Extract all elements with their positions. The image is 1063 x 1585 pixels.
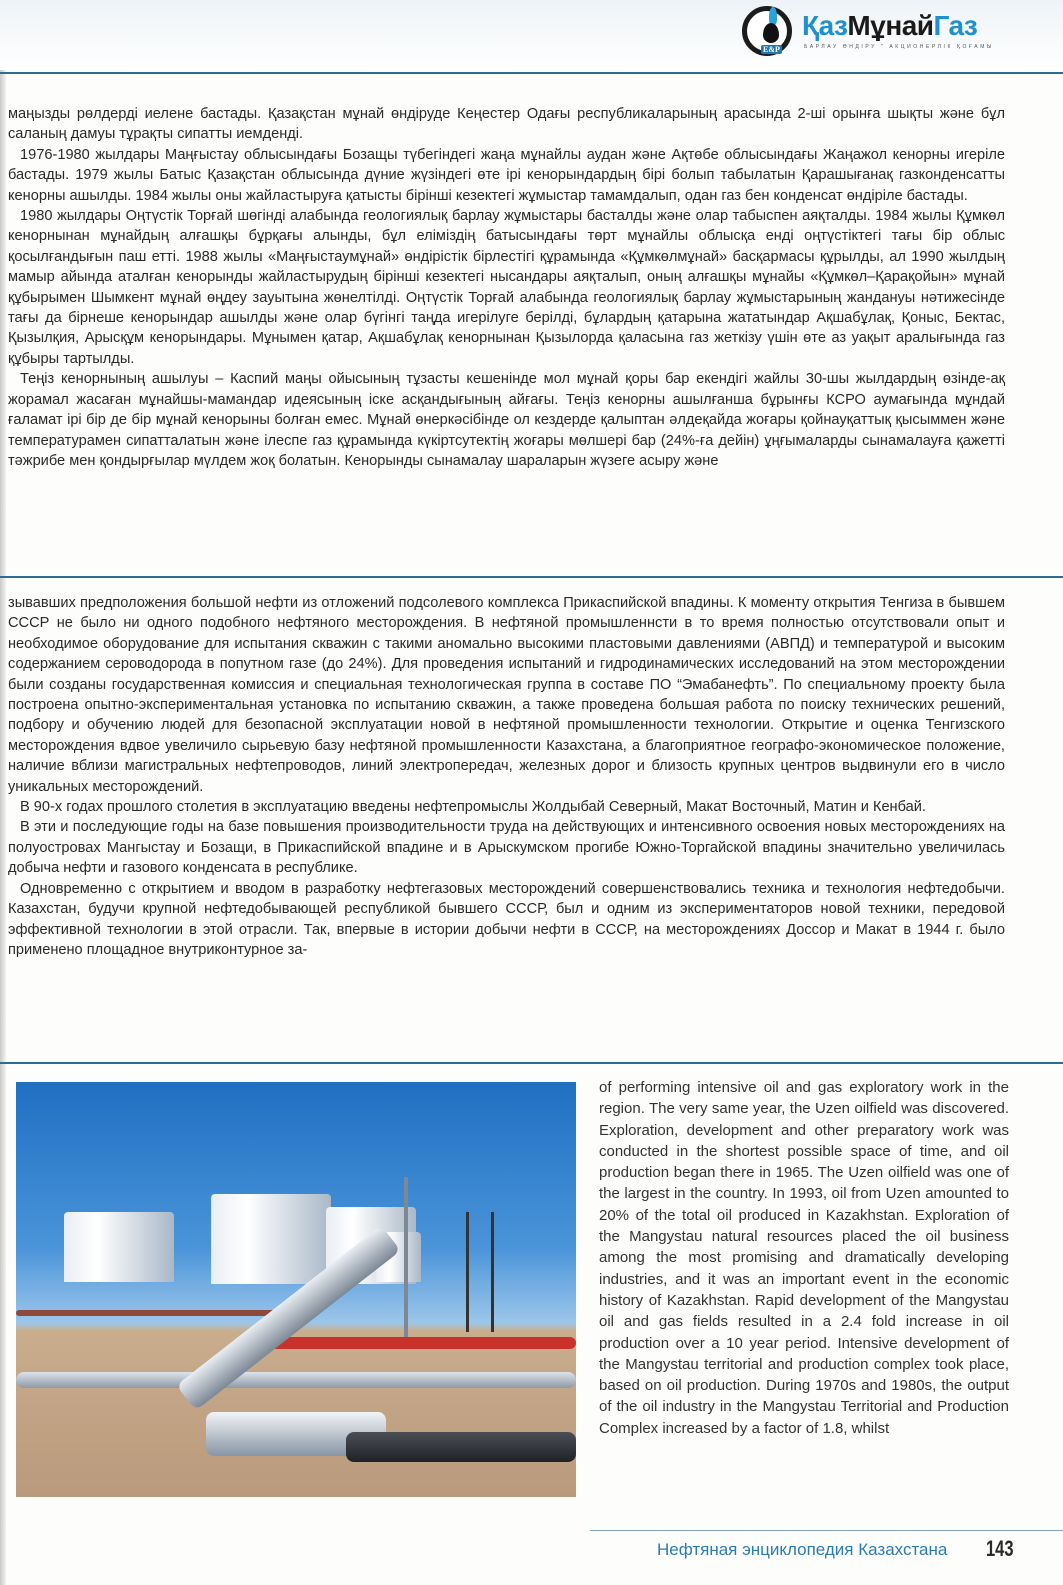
logo-tagline: БАРЛАУ ӨНДІРУ " АКЦИОНЕРЛІК ҚОҒАМЫ [804,44,994,50]
page-gutter-shadow [0,0,6,1585]
english-text-column: of performing intensive oil and gas exploratory work in the region. The very same year, the Uzen oilfield was discovered. Exploration, development and other preparatory work was conducted in the shortest possible space of time, and oil production began there in 1965. The Uzen oilfield was one of the largest in the country. In 1993, oil from Uzen amounted to 20% of the total oil produced in Kazakhstan. Exploration of the Mangystau natural resources placed the oil business among the most promising and dramatically developing industries, and it was an important event in the economic history of Kazakhstan. Rapid development of the Mangystau oil and gas fields resulted in a 2.4 fold increase in oil production over a 10 year period. Intensive development of the Mangystau territorial and production complex took place, based on oil production. During 1970s and 1980s, the output of the oil industry in the Mangystau Territorial and Production Complex increased by a factor of 1.8, whilst [599,1079,1009,1437]
storage-tank [211,1194,331,1284]
storage-tank [64,1212,174,1282]
logo-word-part: Мұнай [847,10,934,41]
kazmunaigaz-logo [742,4,1032,64]
footer-book-title: Нефтяная энциклопедия Казахстана [657,1540,948,1559]
page-number: 143 [986,1536,1014,1561]
section-divider [0,1062,1063,1064]
kazakh-text-section [8,104,1005,471]
oil-drop-icon [763,23,779,43]
oil-facility-photo [16,1082,576,1497]
paragraph: 1976-1980 жылдары Маңғыстау облысындағы Бозащы түбегіндегі жаңа мұнайлы аудан және Ақтөбе облысындағы Жаңажол кенорны игеріле бастады. 1979 жылы Батыс Қазақстан облысында дүние жүзіндегі өте ірі кенорындардың бірі болып табылатын Қарашығанақ газконденсатты кенорны ашылды. 1984 жылы оны жайластыруға қатысты бірінші кезектегі жұмыстар тамамдалып, одан газ бен конденсат өндіріле бастады. [8,146,1005,204]
header-divider [0,72,1063,74]
russian-text-section [8,593,1005,960]
footer-divider [590,1530,1063,1531]
dark-pipe [346,1432,576,1462]
paragraph: Одновременно с открытием и вводом в разработку нефтегазовых месторождений совершенствовались техника и технология нефтедобычи. Казахстан, будучи крупной нефтедобывающей республикой бывшего СССР, был и одним из экспериментаторов новой техники, передовой эффективной технологии в этой отрасли. Так, впервые в истории добычи нефти в СССР, на месторождениях Доссор и Макат в 1944 г. было применено площадное внутриконтурное за- [8,880,1005,958]
paragraph: В эти и последующие годы на базе повышения производительности труда на действующих и интенсивного освоения новых месторождениях на полуостровах Мангыстау и Бозащи, в Прикаспийской впадине и в Арыскумском прогибе Южно-Торгайской впадины значительно увеличилась добыча нефти и газового конденсата в республике. [8,819,1005,877]
paragraph: маңызды рөлдерді иелене бастады. Қазақстан мұнай өндіруде Кеңестер Одағы республикаларының арасында 2-ші орынға шықты және бұл саланың дамуы тұрақты сипатты иемденді. [8,106,1005,143]
section-divider [0,576,1063,578]
silver-pipe [16,1372,576,1388]
logo-ring-icon [742,6,792,56]
red-pipe [246,1337,576,1349]
lattice-tower [466,1212,494,1332]
logo-badge: E&P [763,45,780,54]
logo-wordmark [802,10,977,42]
logo-word-part: Газ [933,10,978,41]
paragraph: Теңіз кенорнының ашылуы – Каспий маңы ойысының тұзасты кешенінде мол мұнай қоры бар екендігі жайлы 30-шы жылдардың өзінде-ақ жорамал жасаған мұнайшы-мамандар идеясының іске асқандығының айғағы. Теңіз кенорны ашылғанша бұрынғы КСРО аумағында мұндай ғаламат ірі бір де бір мұнай кенорыны болған емес. Мұнай өнеркәсібінде ол кездерде қалыптан әлдеқайда жоғары қойнауқаттық қысыммен және температурамен сипатталатын және ілеспе газ құрамында күкіртсутектің жоғары мөлшері бар (24%-ға дейін) ұңғымаларды сынамалауға қажетті тәжрибе мен қондырғылар мүлдем жоқ болатын. Кенорынды сынамалау шараларын жүзеге асыру және [8,371,1005,469]
logo-word-part: Қаз [802,10,848,41]
paragraph: В 90-х годах прошлого столетия в эксплуатацию введены нефтепромыслы Жолдыбай Северный, Макат Восточный, Матин и Кенбай. [20,799,926,816]
paragraph: зывавших предположения большой нефти из отложений подсолевого комплекса Прикаспийской впадины. К моменту открытия Тенгиза в бывшем СССР не было ни одного подобного нефтяного месторождения. В нефтяной промышленнсти в то время полностью отсутствовали опыт и необходимое оборудование для испытания скважин с такими аномально высокими пластовыми давлениями (АВПД) и температурой и высоким содержанием сероводорода в попутном газе (до 24%). Для проведения испытаний и гидродинамических исследований на этом месторождении были созданы государственная комиссия и специальная технологическая группа в составе ПО “Эмабанефть”. По специальному проекту была построена опытно-экспериментальная установка по испытанию скважин, а также проведена большая работа по поиску технических решений, подбору и обучению людей для безопасной эксплуатации новой в нефтяной промышленности технологии. Открытие и оценка Тенгизского месторождения вдвое увеличило сырьевую базу нефтяной промышленности Казахстана, а благоприятное географо-экономическое положение, наличие вблизи магистральных нефтепроводов, линий электропередач, железных дорог и близость крупных центров выдвинули его в число уникальных месторождений. [8,595,1005,795]
paragraph: 1980 жылдары Оңтүстік Торғай шөгінді алабында геологиялық барлау жұмыстары басталды және олар табыспен аяқталды. 1984 жылы Құмкөл кенорнынан мұнайдың алғашқы бұрқағы алынды, бұл еліміздің батысындағы төрт мұнайлы облысқа енді оңтүстіктегі тағы бір облыс қосылғандығын паш етті. 1988 жылы «Маңғыстаумұнай» өндірістік бірлестігі құрамында «Құмкөлмұнай» басқармасы құрылды, ал 1990 жылдың мамыр айында аталған кенорынды жайластырудың бірінші кезектегі нысандары аяқталып, оның алғашқы мұнайы «Құмкөл–Қарақойын» мұнай құбырымен Шымкент мұнай өңдеу зауытына жөнелтілді. Оңтүстік Торғай алабында геологиялық барлау жұмыстарының жандануы нәтижесінде тағы да бірнеше кенорындар ашылды және олар бүгінгі таңда игерілуге берілді, бұлардың қатарына жататындар Ақшабұлақ, Қоныс, Бектас, Қызылқия, Арысқұм кенорындары. Мұнымен қатар, Ақшабұлақ кенорнынан Қызылорда қаласына газ жеткізу үшін өте аз уақыт аралығында газ құбыры тартылды. [8,208,1005,367]
pipe-rail [16,1310,276,1316]
utility-pole [404,1177,408,1342]
